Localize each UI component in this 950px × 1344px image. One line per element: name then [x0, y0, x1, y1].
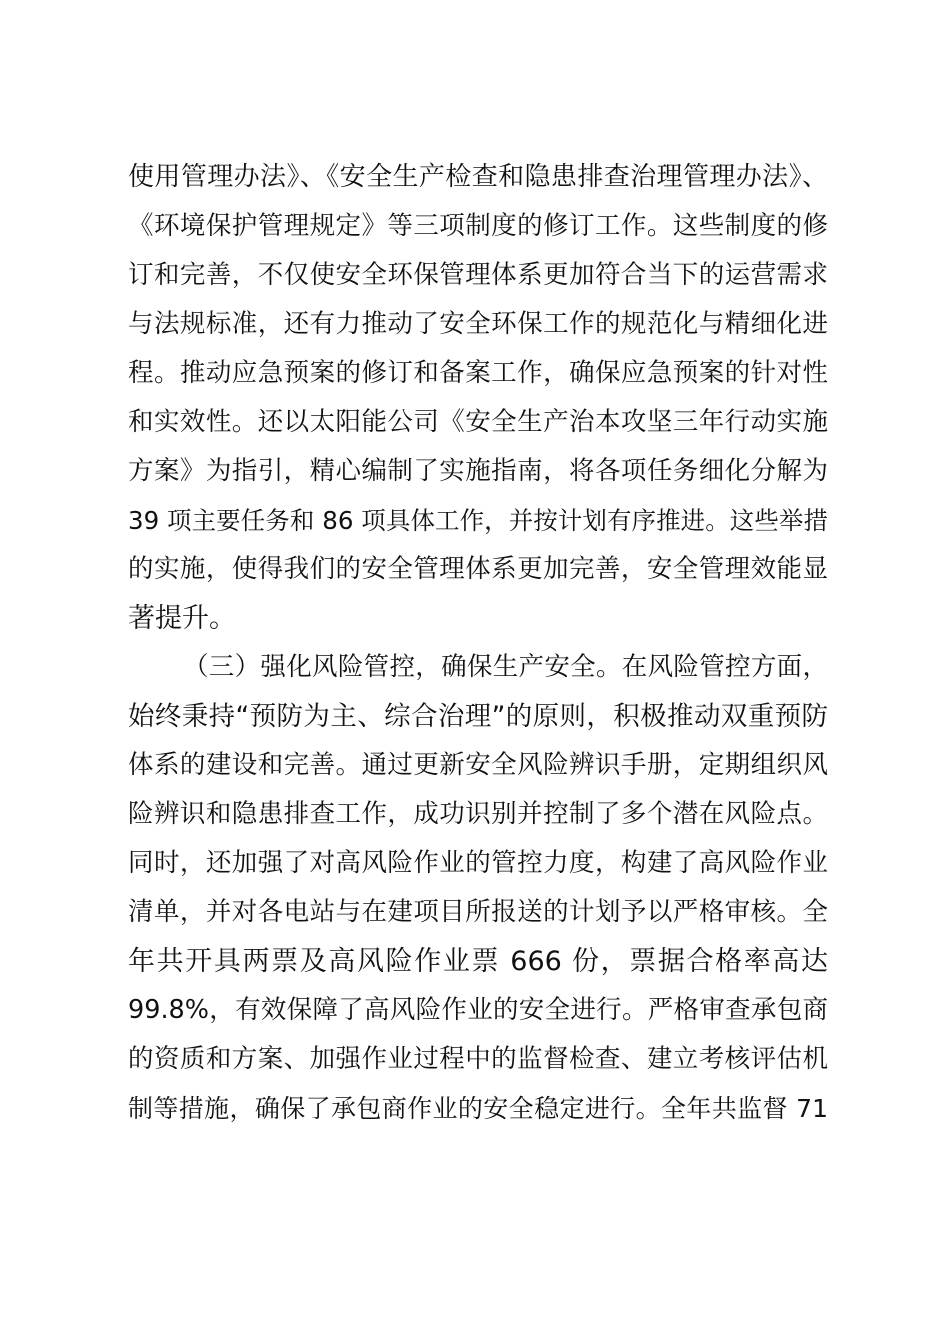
- text-line-8: 39 项主要任务和 86 项具体工作，并按计划有序推进。这些举措: [128, 506, 828, 535]
- text-line-1: 使用管理办法》、《安全生产检查和隐患排查治理管理办法》、: [128, 162, 828, 192]
- text-line-6: 和实效性。还以太阳能公司《安全生产治本攻坚三年行动实施: [128, 407, 828, 437]
- text-line-14: 险辨识和隐患排查工作，成功识别并控制了多个潜在风险点。: [128, 799, 828, 829]
- text-line-12: 始终秉持“预防为主、综合治理”的原则，积极推动双重预防: [128, 701, 828, 732]
- text-line-2: 《环境保护管理规定》等三项制度的修订工作。这些制度的修: [128, 211, 828, 241]
- text-line-3: 订和完善，不仅使安全环保管理体系更加符合当下的运营需求: [128, 260, 828, 290]
- text-line-4: 与法规标准，还有力推动了安全环保工作的规范化与精细化进: [128, 309, 828, 339]
- text-line-20: 制等措施，确保了承包商作业的安全稳定进行。全年共监督 71: [128, 1094, 828, 1123]
- text-line-9: 的实施，使得我们的安全管理体系更加完善，安全管理效能显: [128, 554, 828, 584]
- text-line-17: 年共开具两票及高风险作业票 666 份，票据合格率高达: [128, 946, 828, 977]
- text-line-7: 方案》为指引，精心编制了实施指南，将各项任务细化分解为: [128, 456, 828, 486]
- text-line-13: 体系的建设和完善。通过更新安全风险辨识手册，定期组织风: [128, 750, 828, 780]
- text-line-18: 99.8%，有效保障了高风险作业的安全进行。严格审查承包商: [128, 995, 828, 1025]
- text-line-10: 著提升。: [128, 603, 236, 634]
- text-line-5: 程。推动应急预案的修订和备案工作，确保应急预案的针对性: [128, 358, 828, 388]
- text-line-16: 清单，并对各电站与在建项目所报送的计划予以严格审核。全: [128, 897, 828, 927]
- text-line-15: 同时，还加强了对高风险作业的管控力度，构建了高风险作业: [128, 848, 828, 878]
- text-line-19: 的资质和方案、加强作业过程中的监督检查、建立考核评估机: [128, 1044, 828, 1074]
- section-heading-line: （三）强化风险管控，确保生产安全。在风险管控方面，: [183, 652, 828, 682]
